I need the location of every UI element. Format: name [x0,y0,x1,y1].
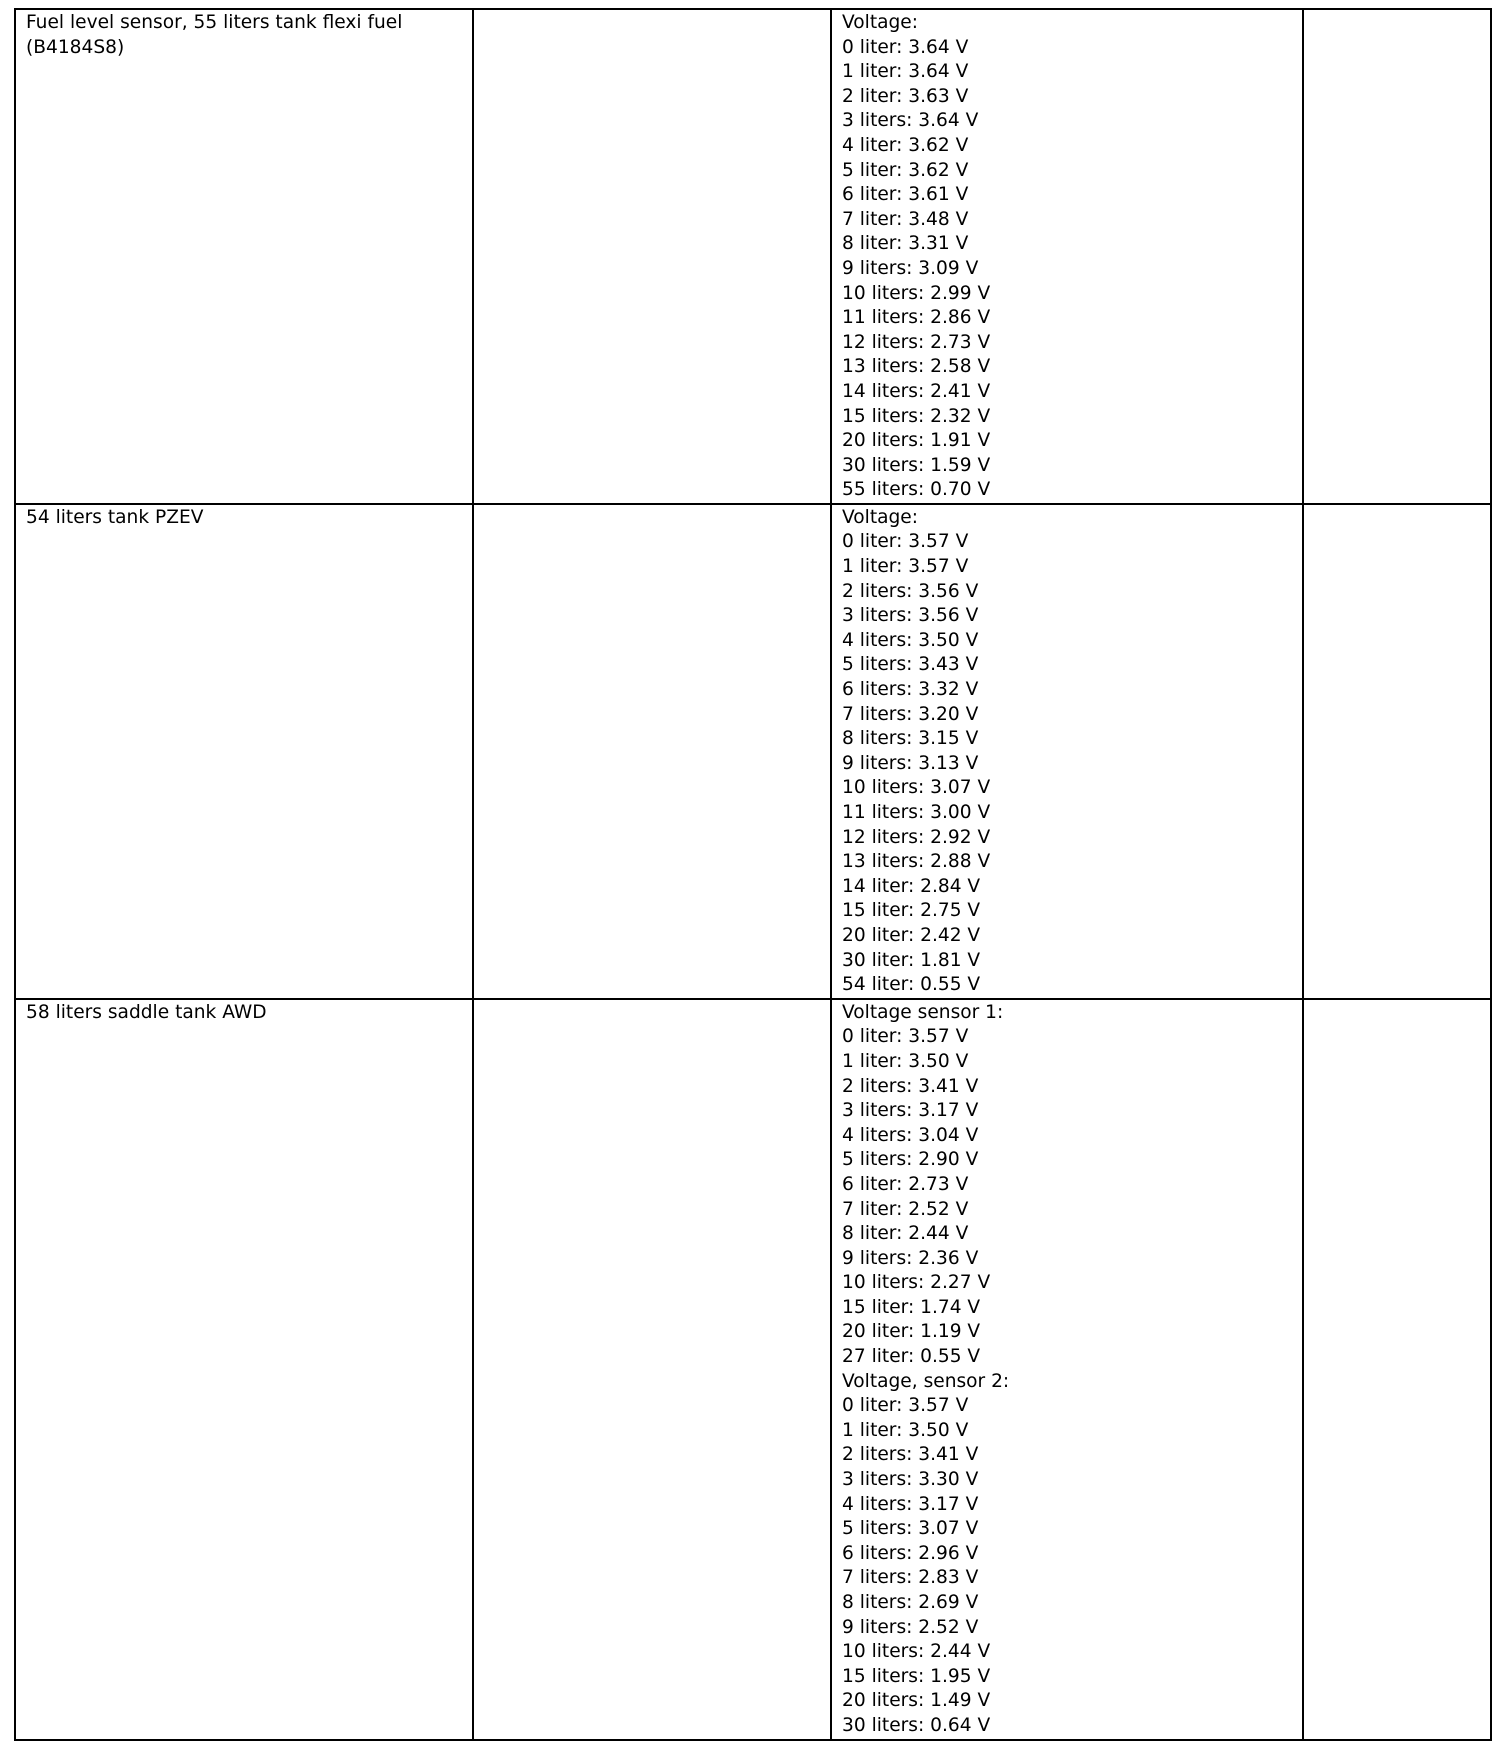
voltage-heading: Voltage sensor 1: [842,1001,1004,1023]
voltage-entry: 13 liters: 2.58 V [842,356,991,378]
voltage-entry: 54 liter: 0.55 V [842,974,981,996]
row-label-line: Fuel level sensor, 55 liters tank flexi fuel [26,12,403,33]
voltage-entry: 7 liters: 3.20 V [842,703,979,725]
voltage-entry: 9 liters: 3.13 V [842,752,979,774]
voltage-entry: 9 liters: 3.09 V [842,257,979,279]
voltage-entry: 0 liter: 3.64 V [842,36,969,58]
empty-cell [1303,504,1491,999]
table-row [15,999,1491,1740]
voltage-values-cell [831,999,1303,1740]
voltage-entry: 7 liters: 2.83 V [842,1567,979,1589]
row-label-line: (B4184S8) [26,36,125,58]
voltage-entry: 55 liters: 0.70 V [842,479,991,501]
empty-cell [1303,999,1491,1740]
table-row [15,504,1491,999]
voltage-entry: 10 liters: 2.44 V [842,1641,991,1663]
voltage-entry: 4 liters: 3.04 V [842,1124,979,1146]
voltage-entry: 6 liters: 2.96 V [842,1542,979,1564]
row-label-cell [15,9,473,504]
voltage-entry: 5 liters: 2.90 V [842,1149,979,1171]
table-row [15,9,1491,504]
voltage-entry: 3 liters: 3.30 V [842,1469,979,1491]
voltage-entry: 2 liters: 3.41 V [842,1075,979,1097]
voltage-entry: 4 liters: 3.50 V [842,629,979,651]
voltage-entry: 13 liters: 2.88 V [842,851,991,873]
voltage-entry: 14 liter: 2.84 V [842,875,981,897]
row-label-cell [15,999,473,1740]
voltage-entry: 15 liter: 2.75 V [842,900,981,922]
voltage-entry: 1 liter: 3.64 V [842,61,969,83]
voltage-entry: 1 liter: 3.50 V [842,1050,969,1072]
voltage-entry: 5 liters: 3.07 V [842,1518,979,1540]
voltage-entry: 30 liters: 1.59 V [842,454,991,476]
voltage-entry: 15 liter: 1.74 V [842,1296,981,1318]
voltage-entry: 3 liters: 3.64 V [842,110,979,132]
empty-cell [473,9,831,504]
voltage-entry: 6 liter: 3.61 V [842,184,969,206]
voltage-entry: 3 liters: 3.17 V [842,1100,979,1122]
voltage-entry: 15 liters: 2.32 V [842,405,991,427]
voltage-entry: 6 liter: 2.73 V [842,1173,969,1195]
row-label-cell [15,504,473,999]
voltage-entry: 8 liter: 2.44 V [842,1223,969,1245]
row-label-line: 54 liters tank PZEV [26,506,204,528]
voltage-entry: 10 liters: 2.99 V [842,282,991,304]
voltage-entry: 0 liter: 3.57 V [842,1395,969,1417]
voltage-entry: 20 liter: 2.42 V [842,924,981,946]
voltage-entry: 6 liters: 3.32 V [842,679,979,701]
voltage-entry: 27 liter: 0.55 V [842,1346,981,1368]
voltage-entry: 2 liters: 3.41 V [842,1444,979,1466]
voltage-entry: 5 liters: 3.43 V [842,654,979,676]
voltage-entry: 5 liter: 3.62 V [842,159,969,181]
voltage-entry: 7 liter: 3.48 V [842,208,969,230]
voltage-entry: 20 liters: 1.91 V [842,430,991,452]
voltage-entry: 9 liters: 2.52 V [842,1616,979,1638]
voltage-heading: Voltage: [842,506,919,528]
voltage-entry: 7 liter: 2.52 V [842,1198,969,1220]
voltage-entry: 14 liters: 2.41 V [842,380,991,402]
voltage-entry: 9 liters: 2.36 V [842,1247,979,1269]
voltage-values-cell [831,504,1303,999]
empty-cell [473,504,831,999]
voltage-entry: 30 liters: 0.64 V [842,1714,991,1736]
voltage-entry: 2 liter: 3.63 V [842,85,969,107]
voltage-entry: 4 liters: 3.17 V [842,1493,979,1515]
voltage-entry: 8 liters: 3.15 V [842,728,979,750]
voltage-entry: 0 liter: 3.57 V [842,531,969,553]
empty-cell [1303,9,1491,504]
voltage-entry: 15 liters: 1.95 V [842,1665,991,1687]
empty-cell [473,999,831,1740]
row-label-line: 58 liters saddle tank AWD [26,1001,267,1023]
voltage-entry: 12 liters: 2.92 V [842,826,991,848]
voltage-entry: 3 liters: 3.56 V [842,605,979,627]
voltage-entry: 20 liter: 1.19 V [842,1321,981,1343]
voltage-entry: 11 liters: 3.00 V [842,802,991,823]
voltage-entry: 8 liter: 3.31 V [842,233,969,255]
voltage-entry: 1 liter: 3.50 V [842,1419,969,1441]
voltage-entry: 10 liters: 3.07 V [842,777,991,799]
voltage-entry: 0 liter: 3.57 V [842,1026,969,1048]
voltage-values-cell [831,9,1303,504]
fuel-sensor-voltage-table [14,8,1492,1741]
voltage-entry: 4 liter: 3.62 V [842,134,969,156]
voltage-entry: 2 liters: 3.56 V [842,580,979,602]
voltage-entry: 8 liters: 2.69 V [842,1592,979,1613]
voltage-heading: Voltage: [842,12,919,33]
voltage-entry: 11 liters: 2.86 V [842,307,991,329]
voltage-entry: 20 liters: 1.49 V [842,1690,991,1712]
voltage-entry: 10 liters: 2.27 V [842,1272,991,1294]
voltage-heading: Voltage, sensor 2: [842,1370,1010,1392]
voltage-entry: 1 liter: 3.57 V [842,556,969,578]
voltage-entry: 30 liter: 1.81 V [842,949,981,971]
voltage-entry: 12 liters: 2.73 V [842,331,991,353]
